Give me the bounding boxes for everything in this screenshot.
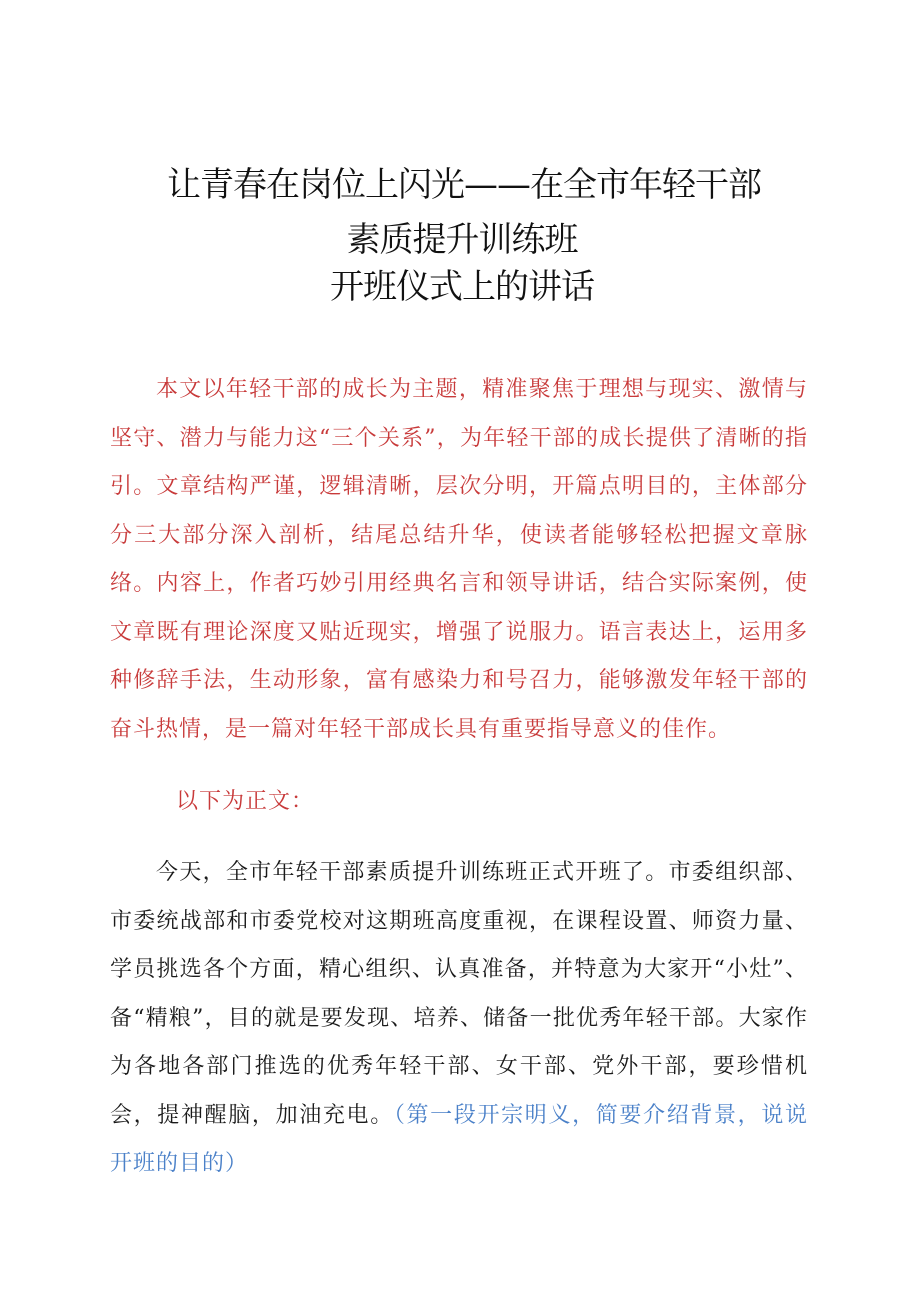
document-title-line-3: 开班仪式上的讲话 [330,267,594,307]
summary-paragraph: 本文以年轻干部的成长为主题，精准聚焦于理想与现实、激情与坚守、潜力与能力这“三个关系”，为年轻干部的成长提供了清晰的指引。文章结构严谨，逻辑清晰，层次分明，开篇点明目的，主体部分分三大部分深入剖析，结尾总结升华，使读者能够轻松把握文章脉络。内容上，作者巧妙引用经典名言和领导讲话，结合实际案例，使文章既有理论深度又贴近现实，增强了说服力。语言表达上，运用多种修辞手法，生动形象，富有感染力和号召力，能够激发年轻干部的奋斗热情，是一篇对年轻干部成长具有重要指导意义的佳作。 [110,377,808,742]
body-paragraph-1-note: （第一段开宗明义，简要介绍背景，说说开班的目的） [110,1102,808,1176]
intro-label: 以下为正文： [176,789,315,814]
document-title-line-1: 让青春在岗位上闪光——在全市年轻干部 [167,165,761,205]
document-title-line-2: 素质提升训练班 [346,220,578,260]
body-paragraph-1 [110,849,808,1189]
body-paragraph-1-text: 今天，全市年轻干部素质提升训练班正式开班了。市委组织部、市委统战部和市委党校对这期班高度重视，在课程设置、师资力量、学员挑选各个方面，精心组织、认真准备，并特意为大家开“小灶”、备“精粮”，目的就是要发现、培养、储备一批优秀年轻干部。大家作为各地各部门推选的优秀年轻干部、女干部、党外干部，要珍惜机会，提神醒脑，加油充电。 [110,860,808,1128]
